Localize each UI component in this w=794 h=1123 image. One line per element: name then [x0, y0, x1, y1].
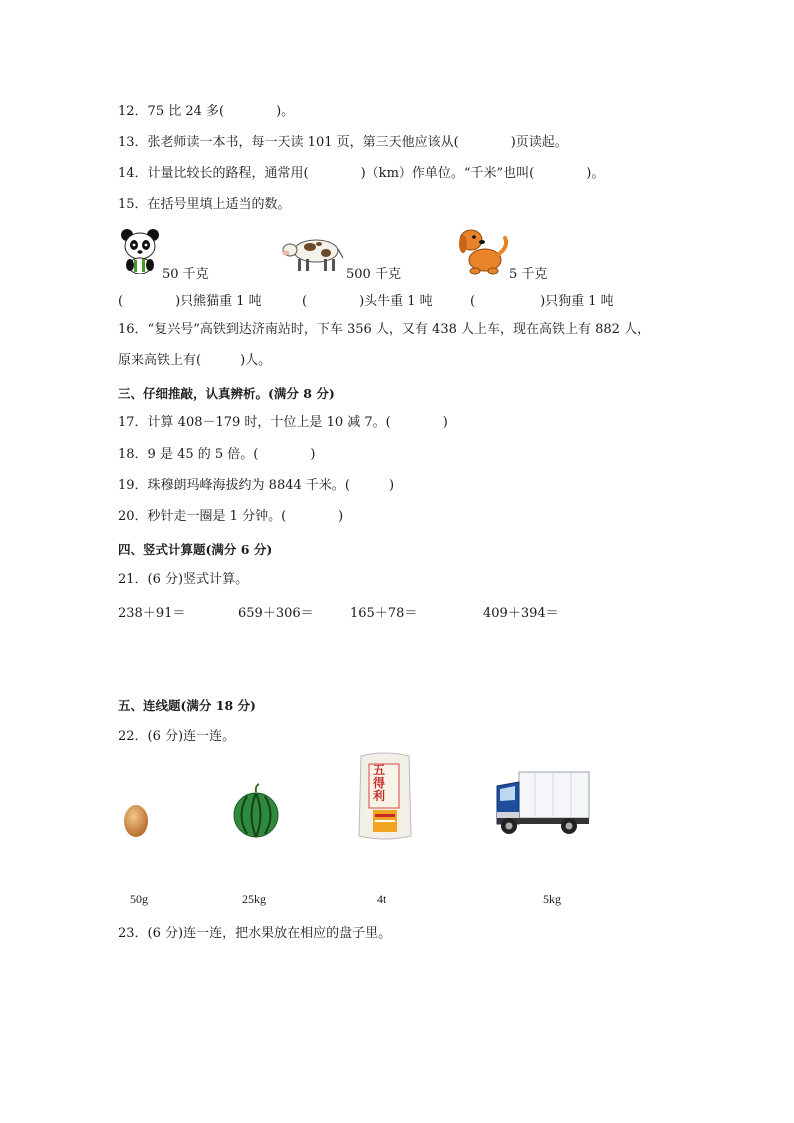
cow-weight: 500 千克: [346, 267, 401, 282]
question-12: 12．75 比 24 多( )。: [118, 104, 295, 119]
cow-icon: [280, 234, 346, 274]
question-15: 15．在括号里填上适当的数。: [118, 197, 291, 212]
label-5kg: 5kg: [543, 892, 561, 906]
section-5-heading: 五、连线题(满分 18 分): [118, 698, 256, 713]
calc-item-4: 409＋394＝: [483, 606, 559, 621]
truck-icon: [495, 768, 591, 836]
label-50g: 50g: [130, 892, 148, 906]
dog-weight: 5 千克: [509, 267, 548, 282]
rice-bag-brand: 五得利: [372, 763, 385, 803]
label-25kg: 25kg: [242, 892, 266, 906]
question-16-line2: 原来高铁上有( )人。: [118, 353, 272, 368]
cow-blank: ( )头牛重 1 吨: [302, 294, 433, 309]
question-17: 17．计算 408－179 时，十位上是 10 减 7。( ): [118, 415, 448, 430]
question-23: 23．(6 分)连一连，把水果放在相应的盘子里。: [118, 926, 392, 941]
watermelon-icon: [231, 782, 281, 840]
question-18: 18．9 是 45 的 5 倍。( ): [118, 447, 316, 462]
label-4t: 4t: [377, 892, 387, 906]
question-22: 22．(6 分)连一连。: [118, 729, 236, 744]
question-13: 13．张老师读一本书，每一天读 101 页，第三天他应该从( )页读起。: [118, 135, 568, 150]
question-16-line1: 16．“复兴号”高铁到达济南站时，下车 356 人，又有 438 人上车，现在高铁上有 882 人，: [118, 322, 651, 337]
calc-item-2: 659＋306＝: [238, 606, 314, 621]
egg-icon: [122, 801, 150, 839]
panda-icon: [118, 226, 162, 274]
panda-weight: 50 千克: [162, 267, 209, 282]
calc-item-1: 238＋91＝: [118, 606, 186, 621]
dog-blank: ( )只狗重 1 吨: [470, 294, 614, 309]
panda-blank: ( )只熊猫重 1 吨: [118, 294, 262, 309]
question-19: 19．珠穆朗玛峰海拔约为 8844 千米。( ): [118, 478, 395, 493]
calc-item-3: 165＋78＝: [350, 606, 418, 621]
question-14: 14．计量比较长的路程，通常用( )（km）作单位。“千米”也叫( )。: [118, 166, 605, 181]
section-3-heading: 三、仔细推敲，认真辨析。(满分 8 分): [118, 386, 335, 401]
dog-icon: [455, 224, 511, 276]
section-4-heading: 四、竖式计算题(满分 6 分): [118, 542, 273, 557]
question-20: 20．秒针走一圈是 1 分钟。( ): [118, 509, 344, 524]
question-21: 21．(6 分)竖式计算。: [118, 572, 249, 587]
